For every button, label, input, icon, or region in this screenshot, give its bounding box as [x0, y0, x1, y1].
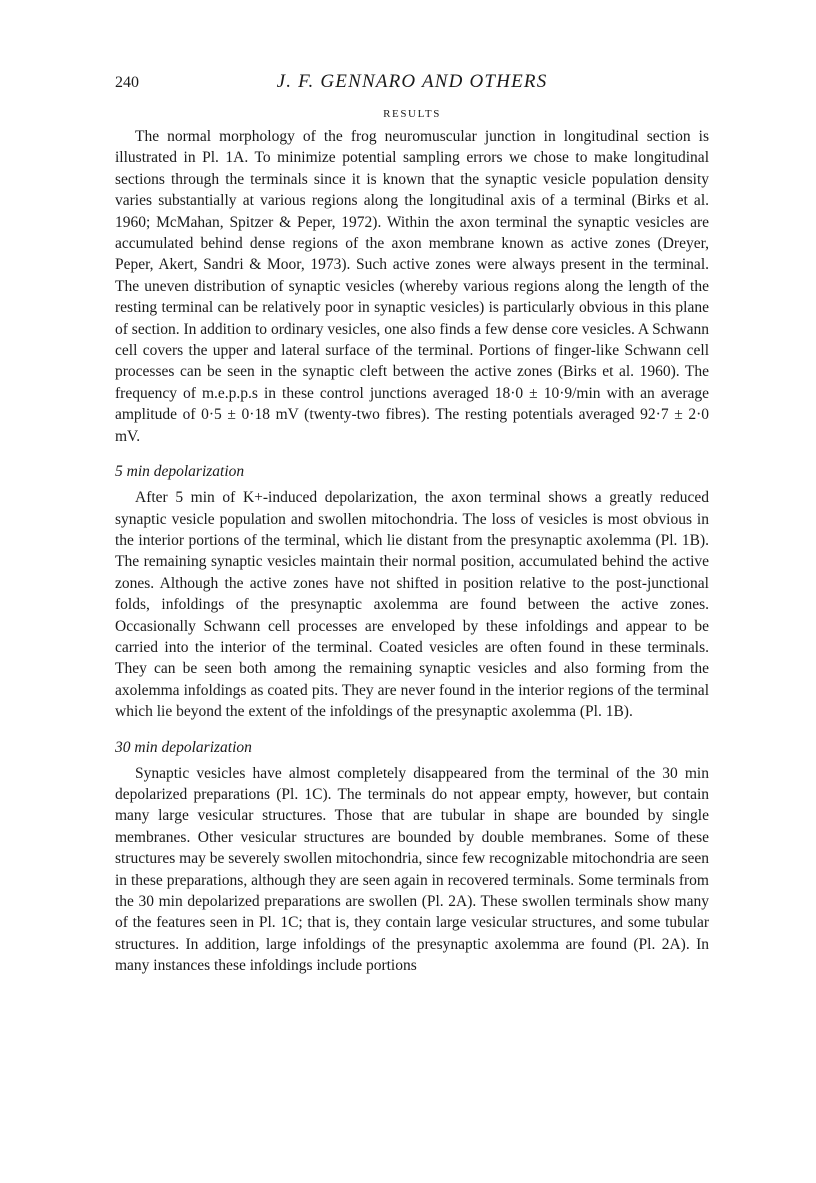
- thirty-min-depolarization-paragraph: Synaptic vesicles have almost completely disappeared from the terminal of the 30 min depolarized preparations (Pl. 1C). The terminals do not appear empty, however, but contain many large vesicular structures. Those that are tubular in shape are bounded by single membranes. Other vesicular structures are bounded by double membranes. Some of these structures may be severely swollen mitochondria, since few recognizable mitochondria are seen in these preparations, although they are seen again in recovered terminals. Some terminals from the 30 min depolarized preparations are swollen (Pl. 2A). These swollen terminals show many of the features seen in Pl. 1C; that is, they contain large vesicular structures, and some tubular structures. In addition, large infoldings of the presynaptic axolemma are found (Pl. 2A). In many instances these infoldings include portions: [115, 764, 709, 975]
- page: [115, 68, 709, 977]
- results-paragraph: The normal morphology of the frog neuromuscular junction in longitudinal section is illustrated in Pl. 1A. To minimize potential sampling errors we chose to make longitudinal sections through the terminals since it is known that the synaptic vesicle population density varies substantially at various regions along the longitudinal axis of a terminal (Birks et al. 1960; McMahan, Spitzer & Peper, 1972). Within the axon terminal the synaptic vesicles are accumulated behind dense regions of the axon membrane known as active zones (Dreyer, Peper, Akert, Sandri & Moor, 1973). Such active zones were always present in the terminal. The uneven distribution of synaptic vesicles (whereby various regions along the length of the resting terminal can be relatively poor in synaptic vesicles) is particularly obvious in this plane of section. In addition to ordinary vesicles, one also finds a few dense core vesicles. A Schwann cell covers the upper and lateral surface of the terminal. Portions of finger-like Schwann cell processes can be seen in the synaptic cleft between the active zones (Birks et al. 1960). The frequency of m.e.p.p.s in these control junctions averaged 18·0 ± 10·9/min with an average amplitude of 0·5 ± 0·18 mV (twenty-two fibres). The resting potentials averaged 92·7 ± 2·0 mV.: [115, 128, 709, 445]
- results-heading: RESULTS: [383, 108, 441, 120]
- page-number: 240: [115, 74, 139, 91]
- running-head: [115, 68, 709, 98]
- five-min-depolarization-paragraph: After 5 min of K+-induced depolarization, the axon terminal shows a greatly reduced synaptic vesicle population and swollen mitochondria. The loss of vesicles is most obvious in the interior portions of the terminal, which lie distant from the presynaptic axolemma (Pl. 1B). The remaining synaptic vesicles maintain their normal position, accumulated behind the active zones. Although the active zones have not shifted in position relative to the post-junctional folds, infoldings of the presynaptic axolemma are found between the active zones. Occasionally Schwann cell processes are enveloped by these infoldings and appear to be carried into the interior of the terminal. Coated vesicles are often found in these terminals. They can be seen both among the remaining synaptic vesicles and also forming from the axolemma infoldings as coated pits. They are never found in the interior regions of the terminal which lie beyond the extent of the infoldings of the presynaptic axolemma (Pl. 1B).: [115, 489, 709, 721]
- running-title: J. F. GENNARO AND OTHERS: [276, 71, 548, 92]
- thirty-min-depolarization-heading: 30 min depolarization: [115, 738, 252, 756]
- five-min-depolarization-heading: 5 min depolarization: [115, 463, 245, 481]
